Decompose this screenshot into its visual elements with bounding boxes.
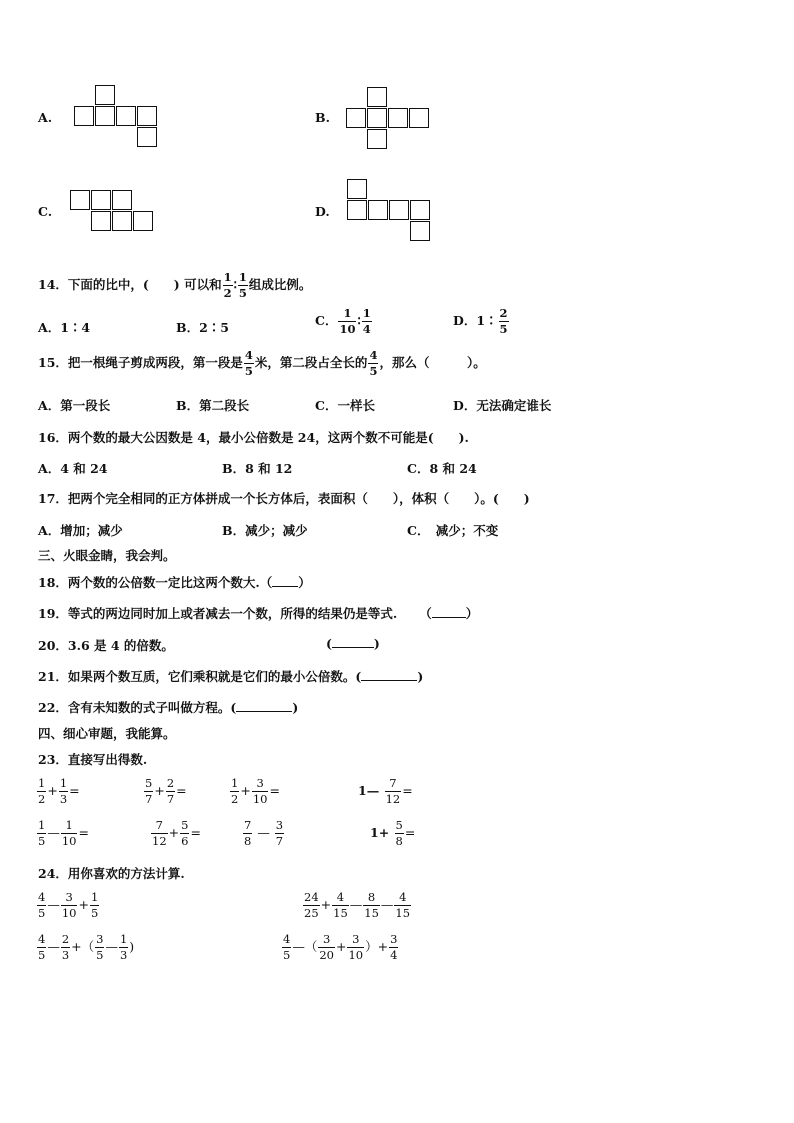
q24-expr-4: $\frac{4}{5}$ —（ $\frac{3}{20}$ + $\frac{3}{10}$ ）+ $\frac{3}{4}$ xyxy=(283,932,398,962)
q24-expr-3: $\frac{4}{5}$ — $\frac{2}{3}$ +（ $\frac{3}{5}$ — $\frac{1}{3}$ ) xyxy=(38,932,135,962)
q17-option-b[interactable]: B．减少；减少 xyxy=(222,523,308,538)
option-a-label: A. xyxy=(38,110,53,125)
q15-option-d[interactable]: D．无法确定谁长 xyxy=(453,398,552,413)
q16-option-a[interactable]: A．4 和 24 xyxy=(38,461,108,476)
section-3-heading: 三、火眼金睛，我会判。 xyxy=(38,548,176,563)
option-c-label: C. xyxy=(38,204,53,219)
q23-expr-6: $\frac{7}{12}$ + $\frac{5}{6}$ = xyxy=(152,818,201,848)
q22-answer-blank[interactable] xyxy=(236,711,292,712)
q14-option-a[interactable]: A．1∶4 xyxy=(38,320,91,335)
q23-expr-3: $\frac{1}{2}$ + $\frac{3}{10}$ = xyxy=(231,776,280,806)
question-14: 14．下面的比中，( ) 可以和 $\frac{1}{2}$ ∶ $\frac{1}{5}$ 组成比例。 xyxy=(38,270,312,300)
q23-expr-8: 1+ $\frac{5}{8}$ = xyxy=(370,818,416,848)
q21-answer-blank[interactable] xyxy=(361,680,417,681)
question-21: 21．如果两个数互质，它们乘积就是它们的最小公倍数。( ) xyxy=(38,669,424,684)
q15-option-c[interactable]: C．一样长 xyxy=(315,398,375,413)
q24-expr-1: $\frac{4}{5}$ — $\frac{3}{10}$ + $\frac{1}{5}$ xyxy=(38,890,99,920)
q23-expr-2: $\frac{5}{7}$ + $\frac{2}{7}$ = xyxy=(145,776,187,806)
question-20: 20．3.6 是 4 的倍数。 xyxy=(38,638,174,653)
q23-expr-4: 1— $\frac{7}{12}$ = xyxy=(358,776,413,806)
q14-suffix: 组成比例。 xyxy=(248,277,312,292)
q24-expr-2: $\frac{24}{25}$ + $\frac{4}{15}$ — $\frac{8}{15}$ — $\frac{4}{15}$ xyxy=(304,890,411,920)
option-d-label: D. xyxy=(315,204,330,219)
q19-answer-blank[interactable] xyxy=(432,617,466,618)
q14-prefix: 14．下面的比中，( ) 可以和 xyxy=(38,277,222,292)
q15-option-b[interactable]: B．第二段长 xyxy=(176,398,250,413)
q18-answer-blank[interactable] xyxy=(272,586,298,587)
q23-expr-1: $\frac{1}{2}$ + $\frac{1}{3}$ = xyxy=(38,776,80,806)
q14-option-d[interactable]: D．1∶ $\frac{2}{5}$ xyxy=(453,306,508,336)
q20-answer-blank[interactable] xyxy=(332,647,374,648)
q14-option-c[interactable]: C． $\frac{1}{10}$ ∶ $\frac{1}{4}$ xyxy=(315,306,371,336)
question-17: 17．把两个完全相同的正方体拼成一个长方体后，表面积（ ），体积（ ）。( ) xyxy=(38,491,530,506)
q23-expr-7: $\frac{7}{8}$ — $\frac{3}{7}$ xyxy=(244,818,284,848)
q17-option-a[interactable]: A．增加；减少 xyxy=(38,523,123,538)
option-b-label: B. xyxy=(315,110,330,125)
question-23-title: 23．直接写出得数. xyxy=(38,752,148,767)
section-4-heading: 四、细心审题，我能算。 xyxy=(38,726,176,741)
question-18: 18．两个数的公倍数一定比这两个数大.（ ） xyxy=(38,575,311,590)
q16-option-c[interactable]: C．8 和 24 xyxy=(407,461,477,476)
q23-expr-5: $\frac{1}{5}$ — $\frac{1}{10}$ = xyxy=(38,818,89,848)
q20-answer: ( ) xyxy=(326,636,380,651)
question-22: 22．含有未知数的式子叫做方程。( ) xyxy=(38,700,299,715)
question-24-title: 24．用你喜欢的方法计算. xyxy=(38,866,185,881)
question-19: 19．等式的两边同时加上或者减去一个数，所得的结果仍是等式. （ ） xyxy=(38,606,479,621)
q16-option-b[interactable]: B．8 和 12 xyxy=(222,461,293,476)
q15-option-a[interactable]: A．第一段长 xyxy=(38,398,111,413)
q14-option-b[interactable]: B．2∶5 xyxy=(176,320,229,335)
question-15: 15．把一根绳子剪成两段，第一段是 $\frac{4}{5}$ 米，第二段占全长的 $\frac{4}{5}$ ，那么（ ）。 xyxy=(38,348,486,378)
question-16: 16．两个数的最大公因数是 4，最小公倍数是 24，这两个数不可能是( ). xyxy=(38,430,469,445)
q17-option-c[interactable]: C． 减少；不变 xyxy=(407,523,499,538)
